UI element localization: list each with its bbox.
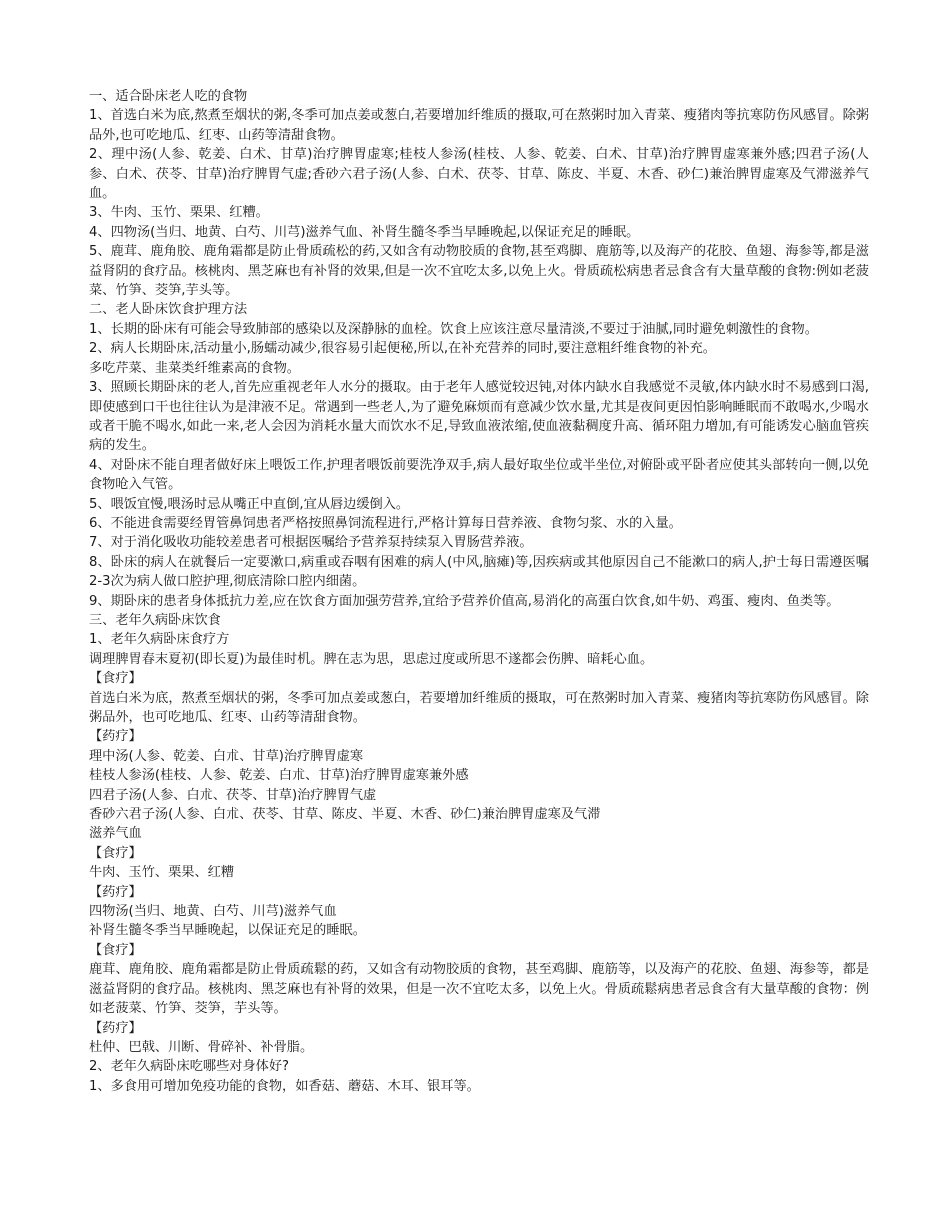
paragraph: 杜仲、巴戟、川断、骨碎补、补骨脂。 xyxy=(89,1039,314,1055)
heading-section-2: 二、老人卧床饮食护理方法 xyxy=(89,302,248,318)
paragraph: 2、病人长期卧床,活动量小,肠蠕动减少,很容易引起便秘,所以,在补充营养的同时,要注意粗纤维食物的补充。 xyxy=(89,341,716,357)
paragraph: 6、不能进食需要经胃管鼻饲患者严格按照鼻饲流程进行,严格计算每日营养液、食物匀浆、水的入量。 xyxy=(89,515,682,531)
label-medicine-therapy: 【药疗】 xyxy=(89,729,142,745)
paragraph: 滋养气血 xyxy=(89,826,142,842)
paragraph: 多吃芹菜、韭菜类纤维素高的食物。 xyxy=(89,360,300,376)
paragraph: 4、四物汤(当归、地黄、白芍、川芎)滋养气血、补肾生髓冬季当早睡晚起,以保证充足的睡眠。 xyxy=(89,224,640,240)
paragraph: 3、照顾长期卧床的老人,首先应重视老年人水分的摄取。由于老年人感觉较迟钝,对体内缺水自我感觉不灵敏,体内缺水时不易感到口渴,即使感到口干也往往认为是津液不足。常遇到一些老人,为了避免麻烦而有意减少饮水量,尤其是夜间更因怕影响睡眠而不敢喝水,少喝水或者干脆不喝水,如此一来,老人会因为消耗水量大而饮水不足,导致血液浓缩,使血液黏稠度升高、循环阻力增加,有可能诱发心脑血管疾病的发生。 xyxy=(89,380,869,454)
paragraph: 5、喂饭宜慢,喂汤时忌从嘴正中直倒,宜从唇边缓倒入。 xyxy=(89,496,410,512)
paragraph: 理中汤(人参、乾姜、白朮、甘草)治疗脾胃虚寒 xyxy=(89,748,364,764)
paragraph: 1、长期的卧床有可能会导致肺部的感染以及深静脉的血栓。饮食上应该注意尽量清淡,不要过于油腻,同时避免刺激性的食物。 xyxy=(89,321,818,337)
paragraph: 桂枝人参汤(桂枝、人参、乾姜、白朮、甘草)治疗脾胃虚寒兼外感 xyxy=(89,768,469,784)
paragraph: 牛肉、玉竹、栗果、红糟 xyxy=(89,865,235,881)
subheading: 2、老年久病卧床吃哪些对身体好? xyxy=(89,1059,290,1075)
paragraph: 鹿茸、鹿角胶、鹿角霜都是防止骨质疏鬆的药，又如含有动物胶质的食物，甚至鸡脚、鹿筋等，以及海产的花胶、鱼翅、海参等，都是滋益肾阴的食疗品。核桃肉、黑芝麻也有补肾的效果，但是一次不宜吃太多，以免上火。骨质疏鬆病患者忌食含有大量草酸的食物：例如老菠菜、竹笋、茭笋，芋头等。 xyxy=(89,962,869,1017)
paragraph: 调理脾胃春末夏初(即长夏)为最佳时机。脾在志为思，思虑过度或所思不遂都会伤脾、暗耗心血。 xyxy=(89,651,654,667)
heading-section-3: 三、老年久病卧床饮食 xyxy=(89,612,221,628)
paragraph: 首选白米为底，熬煮至烟状的粥，冬季可加点姜或葱白，若要增加纤维质的摄取，可在熬粥时加入青菜、瘦猪肉等抗寒防伤风感冒。除粥品外，也可吃地瓜、红枣、山药等清甜食物。 xyxy=(89,690,869,725)
paragraph: 7、对于消化吸收功能较差患者可根据医嘱给予营养泵持续泵入胃肠营养液。 xyxy=(89,535,533,551)
label-food-therapy: 【食疗】 xyxy=(89,942,142,958)
label-medicine-therapy: 【药疗】 xyxy=(89,1020,142,1036)
paragraph: 1、多食用可增加免疫功能的食物，如香菇、蘑菇、木耳、银耳等。 xyxy=(89,1078,480,1094)
paragraph: 9、期卧床的患者身体抵抗力差,应在饮食方面加强劳营养,宜给予营养价值高,易消化的高蛋白饮食,如牛奶、鸡蛋、瘦肉、鱼类等。 xyxy=(89,593,840,609)
paragraph: 5、鹿茸、鹿角胶、鹿角霜都是防止骨质疏松的药,又如含有动物胶质的食物,甚至鸡脚、鹿筋等,以及海产的花胶、鱼翅、海参等,都是滋益肾阴的食疗品。核桃肉、黑芝麻也有补肾的效果,但是一次不宜吃太多,以免上火。骨质疏松病患者忌食含有大量草酸的食物:例如老菠菜、竹笋、茭笋,芋头等。 xyxy=(89,244,869,299)
document-page xyxy=(89,87,869,1096)
subheading: 1、老年久病卧床食疗方 xyxy=(89,632,230,648)
label-food-therapy: 【食疗】 xyxy=(89,845,142,861)
paragraph: 补肾生髓冬季当早睡晚起，以保证充足的睡眠。 xyxy=(89,923,366,939)
label-food-therapy: 【食疗】 xyxy=(89,671,142,687)
label-medicine-therapy: 【药疗】 xyxy=(89,884,142,900)
paragraph: 3、牛肉、玉竹、栗果、红糟。 xyxy=(89,205,269,221)
paragraph: 四君子汤(人参、白朮、茯苓、甘草)治疗脾胃气虚 xyxy=(89,787,377,803)
paragraph: 四物汤(当归、地黄、白芍、川芎)滋养气血 xyxy=(89,904,337,920)
heading-section-1: 一、适合卧床老人吃的食物 xyxy=(89,89,248,104)
paragraph: 8、卧床的病人在就餐后一定要漱口,病重或吞咽有困难的病人(中风,脑瘫)等,因疾病或其他原因自己不能漱口的病人,护士每日需遵医嘱2-3次为病人做口腔护理,彻底清除口腔内细菌。 xyxy=(89,554,869,590)
paragraph: 2、理中汤(人参、乾姜、白术、甘草)治疗脾胃虚寒;桂枝人参汤(桂枝、人参、乾姜、白术、甘草)治疗脾胃虚寒兼外感;四君子汤(人参、白术、茯苓、甘草)治疗脾胃气虚;香砂六君子汤(人参、白术、茯苓、甘草、陈皮、半夏、木香、砂仁)兼治脾胃虚寒及气滞滋养气血。 xyxy=(89,147,869,202)
paragraph: 1、首选白米为底,熬煮至烟状的粥,冬季可加点姜或葱白,若要增加纤维质的摄取,可在熬粥时加入青菜、瘦猪肉等抗寒防伤风感冒。除粥品外,也可吃地瓜、红枣、山药等清甜食物。 xyxy=(89,108,869,143)
paragraph: 4、对卧床不能自理者做好床上喂饭工作,护理者喂饭前要洗净双手,病人最好取坐位或半坐位,对俯卧或平卧者应使其头部转向一侧,以免食物呛入气管。 xyxy=(89,457,869,493)
paragraph: 香砂六君子汤(人参、白朮、茯苓、甘草、陈皮、半夏、木香、砂仁)兼治脾胃虚寒及气滞 xyxy=(89,807,601,823)
